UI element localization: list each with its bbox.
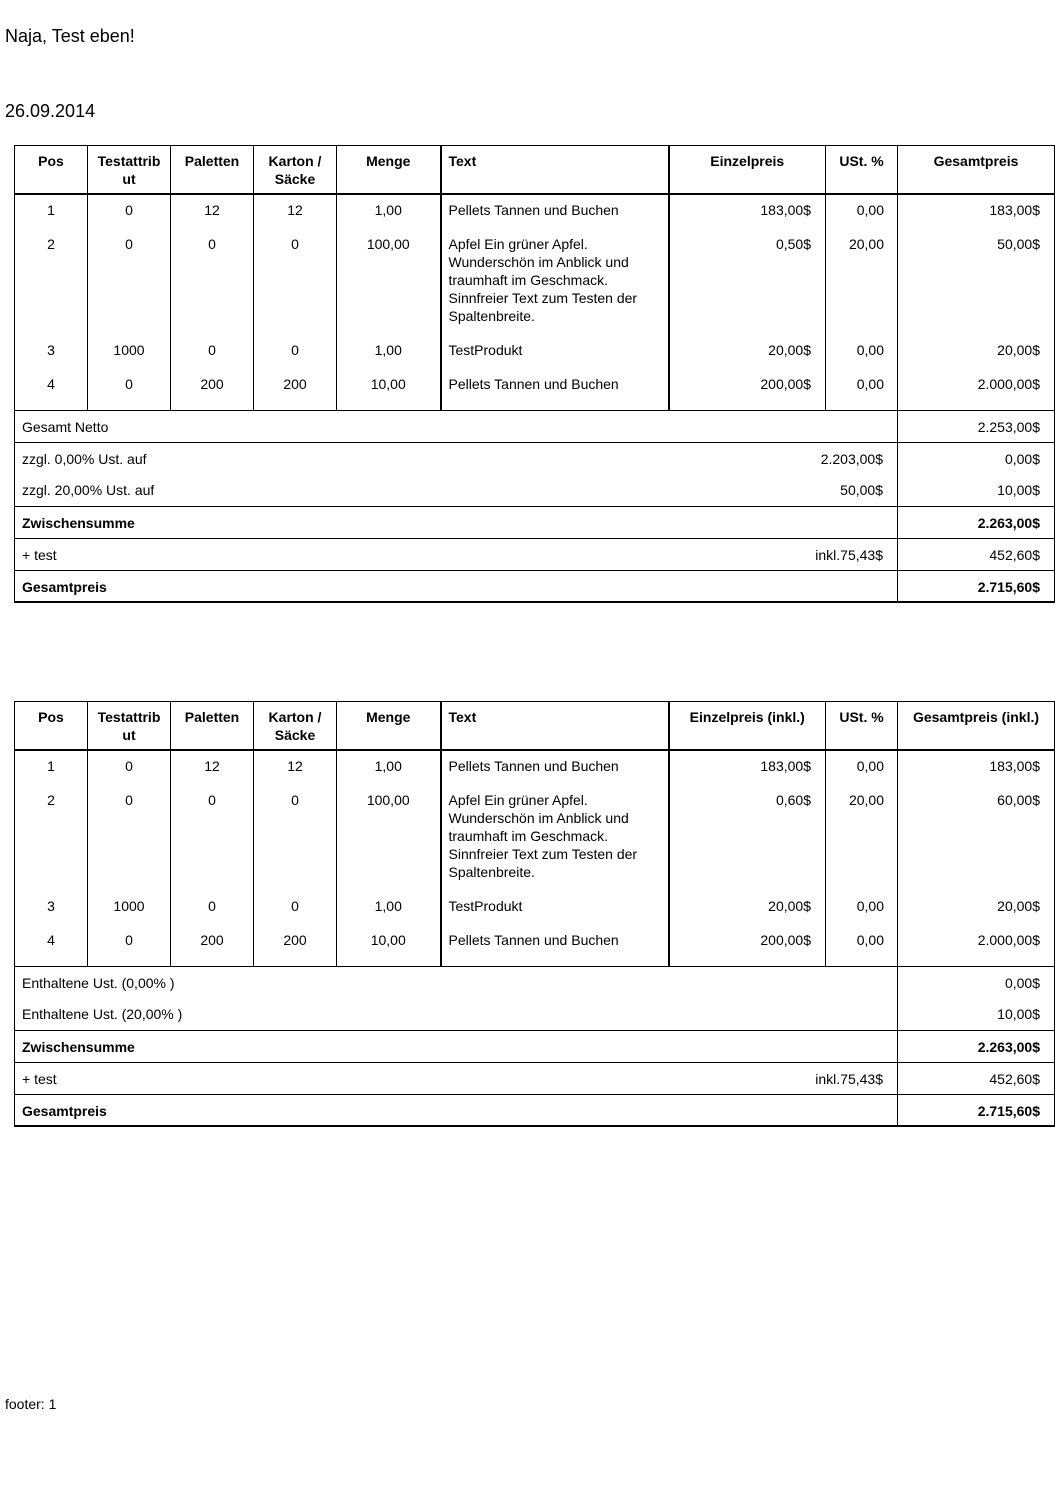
summary-label: + test (15, 1062, 669, 1094)
cell-gesamtpreis: 2.000,00$ (898, 925, 1055, 967)
cell-paletten: 200 (171, 369, 254, 411)
cell-karton: 12 (254, 750, 337, 785)
cell-menge: 100,00 (337, 229, 441, 335)
cell-einzelpreis: 0,60$ (669, 785, 826, 891)
cell-einzelpreis: 20,00$ (669, 891, 826, 925)
table-row (15, 229, 1055, 335)
invoice-table-netto (14, 145, 1055, 603)
cell-gesamtpreis: 183,00$ (898, 750, 1055, 785)
cell-karton: 12 (254, 194, 337, 229)
header-text: Text (441, 146, 669, 194)
cell-karton: 0 (254, 335, 337, 369)
header-text: Text (441, 702, 669, 750)
greeting-text: Naja, Test eben! (5, 26, 135, 46)
summary-ust0-row (15, 442, 1055, 474)
cell-ust: 0,00 (826, 369, 898, 411)
table-header-row (15, 702, 1055, 750)
cell-karton: 0 (254, 229, 337, 335)
summary-value: 2.263,00$ (898, 1030, 1055, 1062)
summary-base: 50,00$ (669, 474, 898, 506)
header-pos: Pos (15, 146, 88, 194)
cell-karton: 0 (254, 891, 337, 925)
cell-attr: 1000 (88, 891, 171, 925)
summary-gesamtpreis-row (15, 570, 1055, 602)
cell-ust: 0,00 (826, 925, 898, 967)
cell-pos: 4 (15, 925, 88, 967)
header-pos: Pos (15, 702, 88, 750)
cell-pos: 1 (15, 750, 88, 785)
summary-label: Gesamtpreis (15, 570, 898, 602)
invoice-table-brutto (14, 701, 1055, 1127)
cell-paletten: 200 (171, 925, 254, 967)
summary-label: zzgl. 0,00% Ust. auf (15, 442, 669, 474)
document-date: 26.09.2014 (5, 101, 96, 121)
cell-einzelpreis: 183,00$ (669, 750, 826, 785)
summary-test-row (15, 1062, 1055, 1094)
summary-zwischensumme-row (15, 1030, 1055, 1062)
summary-value: 2.715,60$ (898, 1094, 1055, 1126)
summary-zwischensumme-row (15, 506, 1055, 538)
cell-paletten: 0 (171, 785, 254, 891)
cell-text: Apfel Ein grüner Apfel. Wunderschön im Anblick und traumhaft im Geschmack. Sinnfreier Text zum Testen der Spaltenbreite. (441, 785, 669, 891)
summary-label: Gesamtpreis (15, 1094, 898, 1126)
summary-gesamtpreis-row (15, 1094, 1055, 1126)
table-row (15, 925, 1055, 967)
summary-inkl: inkl.75,43$ (669, 1062, 898, 1094)
cell-gesamtpreis: 20,00$ (898, 891, 1055, 925)
summary-label: Gesamt Netto (15, 410, 898, 442)
cell-paletten: 0 (171, 229, 254, 335)
cell-paletten: 12 (171, 750, 254, 785)
summary-value: 452,60$ (898, 538, 1055, 570)
summary-netto-row (15, 410, 1055, 442)
cell-attr: 0 (88, 750, 171, 785)
header-gesamtpreis: Gesamtpreis (898, 146, 1055, 194)
table-row (15, 891, 1055, 925)
cell-pos: 4 (15, 369, 88, 411)
cell-einzelpreis: 20,00$ (669, 335, 826, 369)
table-header-row (15, 146, 1055, 194)
table-row (15, 335, 1055, 369)
page-footer: footer: 1 (5, 1396, 57, 1412)
cell-menge: 1,00 (337, 194, 441, 229)
summary-value: 10,00$ (898, 998, 1055, 1030)
header-paletten: Paletten (171, 146, 254, 194)
cell-gesamtpreis: 183,00$ (898, 194, 1055, 229)
cell-attr: 0 (88, 369, 171, 411)
cell-menge: 100,00 (337, 785, 441, 891)
summary-value: 10,00$ (898, 474, 1055, 506)
header-paletten: Paletten (171, 702, 254, 750)
summary-label: + test (15, 538, 669, 570)
summary-label: Zwischensumme (15, 506, 898, 538)
cell-text: Pellets Tannen und Buchen (441, 925, 669, 967)
cell-gesamtpreis: 60,00$ (898, 785, 1055, 891)
cell-attr: 0 (88, 194, 171, 229)
cell-menge: 1,00 (337, 335, 441, 369)
summary-inkl: inkl.75,43$ (669, 538, 898, 570)
cell-pos: 3 (15, 335, 88, 369)
cell-text: Pellets Tannen und Buchen (441, 194, 669, 229)
header-testattribut: Testattrib ut (88, 702, 171, 750)
table-row (15, 750, 1055, 785)
cell-ust: 20,00 (826, 785, 898, 891)
cell-einzelpreis: 183,00$ (669, 194, 826, 229)
summary-value: 2.715,60$ (898, 570, 1055, 602)
cell-ust: 20,00 (826, 229, 898, 335)
summary-value: 2.253,00$ (898, 410, 1055, 442)
summary-value: 0,00$ (898, 966, 1055, 998)
header-einzelpreis: Einzelpreis (inkl.) (669, 702, 826, 750)
summary-label: Zwischensumme (15, 1030, 898, 1062)
cell-ust: 0,00 (826, 750, 898, 785)
table-row (15, 369, 1055, 411)
summary-value: 452,60$ (898, 1062, 1055, 1094)
header-menge: Menge (337, 146, 441, 194)
cell-menge: 10,00 (337, 369, 441, 411)
cell-paletten: 0 (171, 335, 254, 369)
summary-value: 0,00$ (898, 442, 1055, 474)
header-karton: Karton / Säcke (254, 146, 337, 194)
cell-menge: 1,00 (337, 750, 441, 785)
cell-paletten: 0 (171, 891, 254, 925)
cell-text: Pellets Tannen und Buchen (441, 750, 669, 785)
cell-ust: 0,00 (826, 335, 898, 369)
cell-attr: 1000 (88, 335, 171, 369)
summary-label: Enthaltene Ust. (0,00% ) (15, 966, 898, 998)
summary-base: 2.203,00$ (669, 442, 898, 474)
cell-karton: 200 (254, 925, 337, 967)
cell-menge: 10,00 (337, 925, 441, 967)
cell-ust: 0,00 (826, 891, 898, 925)
header-ust: USt. % (826, 146, 898, 194)
cell-pos: 3 (15, 891, 88, 925)
summary-ust20-row (15, 998, 1055, 1030)
header-testattribut: Testattrib ut (88, 146, 171, 194)
summary-label: Enthaltene Ust. (20,00% ) (15, 998, 898, 1030)
summary-value: 2.263,00$ (898, 506, 1055, 538)
cell-pos: 1 (15, 194, 88, 229)
cell-text: TestProdukt (441, 891, 669, 925)
summary-ust0-row (15, 966, 1055, 998)
cell-einzelpreis: 200,00$ (669, 925, 826, 967)
cell-gesamtpreis: 20,00$ (898, 335, 1055, 369)
summary-label: zzgl. 20,00% Ust. auf (15, 474, 669, 506)
cell-attr: 0 (88, 229, 171, 335)
cell-text: TestProdukt (441, 335, 669, 369)
cell-einzelpreis: 0,50$ (669, 229, 826, 335)
cell-ust: 0,00 (826, 194, 898, 229)
header-ust: USt. % (826, 702, 898, 750)
cell-attr: 0 (88, 925, 171, 967)
cell-karton: 0 (254, 785, 337, 891)
header-einzelpreis: Einzelpreis (669, 146, 826, 194)
summary-ust20-row (15, 474, 1055, 506)
header-karton: Karton / Säcke (254, 702, 337, 750)
cell-gesamtpreis: 50,00$ (898, 229, 1055, 335)
header-gesamtpreis: Gesamtpreis (inkl.) (898, 702, 1055, 750)
cell-pos: 2 (15, 785, 88, 891)
cell-einzelpreis: 200,00$ (669, 369, 826, 411)
cell-karton: 200 (254, 369, 337, 411)
header-menge: Menge (337, 702, 441, 750)
summary-test-row (15, 538, 1055, 570)
cell-menge: 1,00 (337, 891, 441, 925)
table-row (15, 194, 1055, 229)
cell-attr: 0 (88, 785, 171, 891)
cell-text: Apfel Ein grüner Apfel. Wunderschön im Anblick und traumhaft im Geschmack. Sinnfreier Text zum Testen der Spaltenbreite. (441, 229, 669, 335)
cell-gesamtpreis: 2.000,00$ (898, 369, 1055, 411)
table-row (15, 785, 1055, 891)
cell-pos: 2 (15, 229, 88, 335)
cell-text: Pellets Tannen und Buchen (441, 369, 669, 411)
cell-paletten: 12 (171, 194, 254, 229)
